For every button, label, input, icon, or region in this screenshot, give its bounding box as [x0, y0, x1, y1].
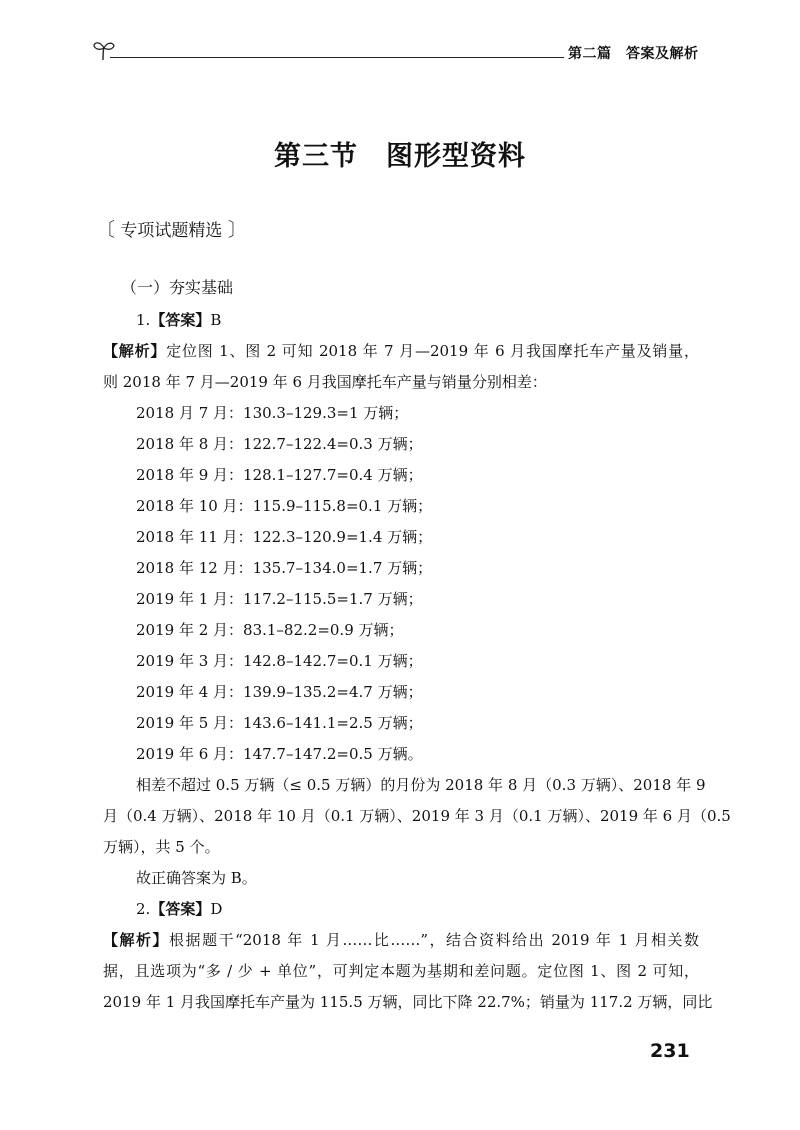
calc-line: 2019 年 2 月：83.1–82.2=0.9 万辆；	[136, 621, 404, 639]
calc-line: 2018 年 12 月：135.7–134.0=1.7 万辆；	[136, 559, 433, 577]
q2-answer: D	[210, 900, 223, 918]
q2-analysis-line-2: 据，且选项为“多 / 少 + 单位”，可判定本题为基期和差问题。定位图 1、图 2 可知，	[103, 962, 699, 980]
calc-line: 2019 年 4 月：139.9–135.2=4.7 万辆；	[136, 683, 423, 701]
calc-line: 2018 年 9 月：128.1–127.7=0.4 万辆；	[136, 466, 423, 484]
q1-analysis-line-1	[103, 340, 699, 362]
open-bracket: 〔	[96, 219, 116, 241]
header-rule	[110, 57, 640, 58]
sprout-icon	[92, 38, 116, 62]
q1-analysis-line-2: 则 2018 年 7 月—2019 年 6 月我国摩托车产量与销量分别相差：	[103, 373, 547, 391]
page-number: 231	[650, 1040, 690, 1062]
q2-analysis-tag: 【解析】	[103, 931, 170, 949]
calc-line: 2019 年 5 月：143.6–141.1=2.5 万辆；	[136, 714, 423, 732]
calc-line: 2018 月 7 月：130.3–129.3=1 万辆；	[136, 404, 409, 422]
chapter-title: 第三节 图形型资料	[274, 141, 526, 172]
q2-analysis-text-1: 根据题干“2018 年 1 月……比……”，结合资料给出 2019 年 1 月相关数	[169, 931, 699, 949]
running-header	[92, 38, 712, 68]
q2-analysis-line-1	[103, 929, 699, 951]
calc-line: 2018 年 8 月：122.7–122.4=0.3 万辆；	[136, 435, 423, 453]
q1-conclusion: 故正确答案为 B。	[136, 869, 257, 887]
q2-number: 2.	[136, 900, 151, 918]
q1-analysis-text-1: 定位图 1、图 2 可知 2018 年 7 月—2019 年 6 月我国摩托车产量及销量，	[166, 342, 699, 360]
calc-line: 2019 年 3 月：142.8–142.7=0.1 万辆；	[136, 652, 423, 670]
q1-answer-line	[136, 309, 221, 331]
q1-summary-line-3: 万辆），共 5 个。	[103, 838, 220, 856]
close-bracket: 〕	[227, 219, 247, 241]
q1-analysis-tag: 【解析】	[103, 342, 167, 360]
q2-answer-line	[136, 898, 222, 920]
q1-summary-line-2: 月（0.4 万辆）、2018 年 10 月（0.1 万辆）、2019 年 3 月（0.1 万辆）、2019 年 6 月（0.5	[103, 807, 731, 825]
calc-line: 2018 年 11 月：122.3–120.9=1.4 万辆；	[136, 528, 433, 546]
q2-answer-tag: 【答案】	[150, 900, 211, 918]
q2-analysis-line-3: 2019 年 1 月我国摩托车产量为 115.5 万辆，同比下降 22.7%；销量为 117.2 万辆，同比	[103, 993, 713, 1011]
calc-line: 2019 年 1 月：117.2–115.5=1.7 万辆；	[136, 590, 423, 608]
section-heading	[96, 215, 247, 242]
q1-answer: B	[210, 311, 222, 329]
q1-summary-line-1: 相差不超过 0.5 万辆（≤ 0.5 万辆）的月份为 2018 年 8 月（0.3 万辆）、2018 年 9	[136, 776, 706, 794]
section-label: 专项试题精选	[120, 221, 223, 241]
calc-line: 2018 年 10 月：115.9–115.8=0.1 万辆；	[136, 497, 433, 515]
subsection-heading: （一）夯实基础	[121, 278, 234, 297]
calc-line: 2019 年 6 月：147.7–147.2=0.5 万辆。	[136, 745, 423, 763]
running-title: 第二篇 答案及解析	[564, 43, 699, 63]
q1-number: 1.	[136, 311, 151, 329]
q1-answer-tag: 【答案】	[150, 311, 211, 329]
